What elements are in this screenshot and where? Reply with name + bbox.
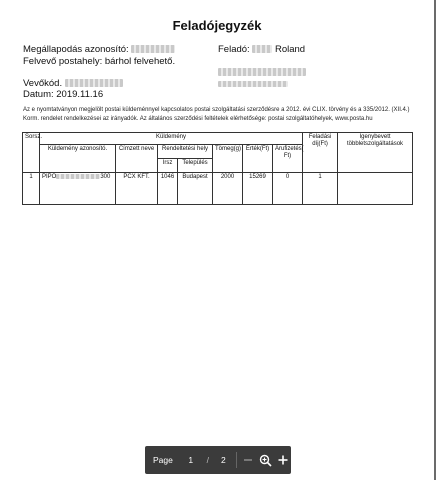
shipment-table (22, 132, 413, 205)
customer-code-label: Vevőkód. (23, 78, 63, 89)
magnifier-plus-icon (259, 454, 272, 467)
cell-sorsz: 1 (23, 173, 40, 205)
sender-label: Feladó: (218, 44, 250, 55)
header-igenybevett: Igenybevett többletszolgáltatások (338, 133, 413, 173)
total-pages: 2 (220, 455, 226, 465)
date-row (23, 89, 103, 100)
header-sorsz: Sorsz. (23, 133, 40, 173)
cell-telepules: Budapest (178, 173, 213, 205)
agreement-id-label: Megállapodás azonosító: (23, 44, 129, 55)
customer-code-row (23, 78, 123, 89)
table-row (23, 173, 413, 205)
date-label: Datum: (23, 89, 54, 100)
cell-arufizetes: 0 (273, 173, 303, 205)
header-rendeltetesi-hely: Rendeltetési hely (158, 145, 213, 159)
redacted-sender-surname (252, 45, 272, 53)
cell-irsz: 1046 (158, 173, 178, 205)
sender-address-redacted (218, 67, 306, 78)
cell-tobblet (338, 173, 413, 205)
minus-icon (242, 454, 254, 466)
header-ertek: Érték(Ft) (243, 145, 273, 173)
current-page-input[interactable]: 1 (188, 455, 194, 465)
cell-ertek: 15269 (243, 173, 273, 205)
cell-tomeg: 2000 (213, 173, 243, 205)
zoom-out-button[interactable] (241, 450, 257, 470)
header-arufizetes: Árufizetés( Ft) (273, 145, 303, 173)
sender-address-line2-redacted (218, 79, 288, 90)
cell-dij: 1 (303, 173, 338, 205)
plus-icon (277, 454, 289, 466)
header-irsz: Irsz (158, 159, 178, 173)
agreement-id-row (23, 44, 175, 55)
redacted-agreement-id (131, 45, 175, 53)
pickup-place: Felvevő postahely: bárhol felvehető. (23, 56, 176, 67)
document-title: Feladójegyzék (172, 18, 262, 33)
legal-note: Az e nyomtatványon megjelölt postai küldeménnyel kapcsolatos postai szolgáltatási szerződésre a 2012. évi CLIX. törvény és a 335/2012. (XII.4.) Korm. rendelet rendelkezései az irányadók. Az általános szerződési feltételek elérhetősége: postai szolgáltatóhelyek, www.posta.hu (23, 107, 410, 122)
date-value: 2019.11.16 (56, 89, 104, 100)
header-kuldemeny-azonosito: Küldemény azonosító. (40, 145, 116, 173)
zoom-in-button[interactable] (258, 450, 274, 470)
redacted-tracking-number (56, 174, 100, 179)
add-button[interactable] (276, 450, 292, 470)
cell-azonosito: PIPO 300 (40, 173, 116, 205)
page-label: Page (153, 455, 173, 465)
header-feladasi-dij: Feladási díj(Ft) (303, 133, 338, 173)
header-cimzett-neve: Címzett neve (116, 145, 158, 173)
sender-row (218, 44, 305, 55)
redacted-customer-code (65, 79, 123, 87)
toolbar-divider (236, 452, 237, 468)
page-separator: / (206, 455, 209, 465)
header-telepules: Település (178, 159, 213, 173)
cell-cimzett: PCX KFT. (116, 173, 158, 205)
sender-name: Roland (274, 44, 306, 55)
header-tomeg: Tömeg(g) (213, 145, 243, 173)
header-kuldemeny: Küldemény (40, 133, 303, 145)
pdf-viewer-toolbar (145, 446, 291, 474)
